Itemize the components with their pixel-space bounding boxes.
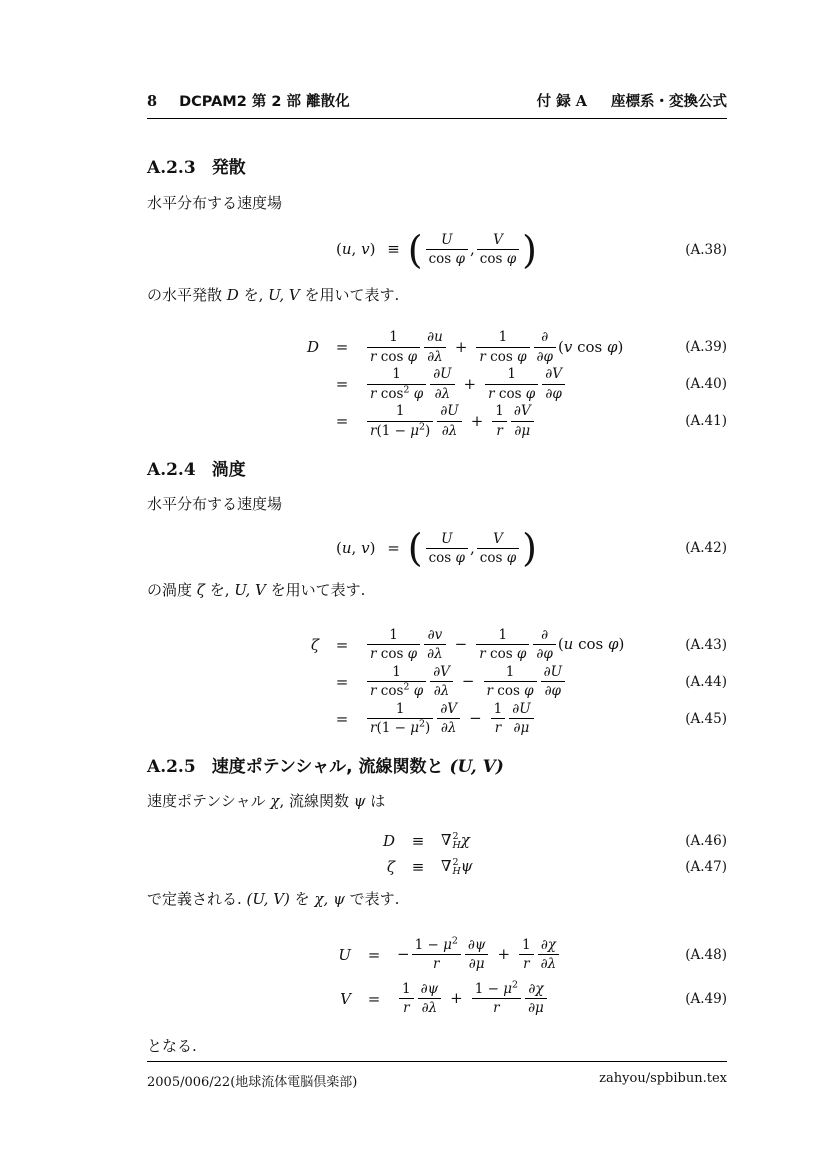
equation-number: (A.48) <box>685 946 727 963</box>
lhs: ζ <box>310 635 319 654</box>
text-part: で定義される. <box>147 889 247 908</box>
text-part: の渦度 <box>147 581 197 600</box>
math-part: χ, ψ <box>314 889 345 908</box>
rhs: $\frac{1}{r(1 - \mu^2)}$ $\frac{\partial U}{\partial\lambda}$ + $\frac{1}{r}$ $\frac{\partial V}{\partial\mu}$ <box>365 403 536 438</box>
equation-number: (A.38) <box>685 241 727 258</box>
text-part: 速度ポテンシャル <box>147 792 271 810</box>
section-title: 発散 <box>211 158 246 178</box>
relation: = <box>367 945 381 964</box>
text-part: を用いて表す. <box>265 581 366 600</box>
equation-body: ( u , v ) ≡ ( $\frac{U}{\text{cos φ}}$ , $\frac{V}{\text{cos φ}}$ ) <box>336 227 537 272</box>
intro-paragraph <box>147 193 727 215</box>
header-left-title: DCPAM2 第 2 部 離散化 <box>179 94 350 110</box>
relation: = <box>335 672 349 691</box>
relation: = <box>335 412 349 430</box>
equation-number: (A.41) <box>685 413 727 429</box>
relation: = <box>335 338 349 356</box>
rhs: $\frac{1}{r \cos^2 \varphi}$ $\frac{\partial V}{\partial\lambda}$ − $\frac{1}{\text{r cos φ}}$ $\frac{\partial U}{\partial\varphi}$ <box>365 664 567 699</box>
header-appendix-label: 付 録 A <box>536 93 587 110</box>
after-paragraph <box>147 285 727 307</box>
lhs: V <box>340 989 351 1008</box>
lhs: ζ <box>386 857 395 876</box>
equation-a38 <box>147 225 727 275</box>
relation: ≡ <box>411 831 425 850</box>
rhs: $\frac{1}{r}$ $\frac{\partial\psi}{\partial\lambda}$ + $\frac{1 - \mu^2}{r}$ $\frac{\partial\chi}{\partial\mu}$ <box>397 981 549 1016</box>
text-part: の水平発散 <box>147 285 227 304</box>
section-title-math: (U, V) <box>449 757 504 777</box>
running-header <box>147 90 727 119</box>
text-part: を, <box>204 581 235 600</box>
text-part: を <box>289 889 315 908</box>
intro-text: 水平分布する速度場 <box>147 194 283 212</box>
equation-a40 <box>147 366 727 403</box>
equation-a45 <box>147 700 727 737</box>
equation-a49 <box>147 977 727 1021</box>
intro-text: 水平分布する速度場 <box>147 494 283 513</box>
text-part: , 流線関数 <box>279 792 354 810</box>
footer-right: zahyou/spbibun.tex <box>599 1071 727 1086</box>
header-left <box>147 90 350 111</box>
rhs: $\frac{1}{\text{r cos φ}}$ $\frac{\partial u}{\partial\lambda}$ + $\frac{1}{\text{r cos φ}}$ $\frac{\partial}{\partial\varphi}$ ( v cos φ ) <box>365 329 623 364</box>
equation-a44 <box>147 663 727 700</box>
intro-paragraph <box>147 494 727 516</box>
equation-number: (A.43) <box>685 636 727 653</box>
math-part: D <box>226 285 239 304</box>
section-number: A.2.4 <box>147 459 196 480</box>
rhs: $\frac{1}{\text{r cos φ}}$ $\frac{\partial v}{\partial\lambda}$ − $\frac{1}{\text{r cos φ}}$ $\frac{\partial}{\partial\varphi}$ ( u cos φ ) <box>365 627 624 662</box>
equation-group-uv <box>147 933 727 1021</box>
math-part: ψ <box>353 792 366 810</box>
section-number: A.2.3 <box>147 158 196 178</box>
after-paragraph <box>147 889 727 911</box>
equation-a41 <box>147 403 727 440</box>
equation-number: (A.45) <box>685 710 727 727</box>
equation-a43 <box>147 626 727 663</box>
equation-group-divergence <box>147 329 727 440</box>
equation-number: (A.46) <box>685 832 727 849</box>
text-part: を, <box>238 285 269 304</box>
section-title: 速度ポテンシャル, 流線関数と <box>211 757 444 777</box>
equation-number: (A.44) <box>685 673 727 690</box>
rhs: − $\frac{1 - \mu^2}{r}$ $\frac{\partial\psi}{\partial\mu}$ + $\frac{1}{r}$ $\frac{\partial\chi}{\partial\lambda}$ <box>397 937 561 972</box>
section-heading-a23 <box>147 153 727 178</box>
relation: = <box>335 375 349 393</box>
equation-body: ( u , v ) = ( $\frac{U}{\text{cos φ}}$ , $\frac{V}{\text{cos φ}}$ ) <box>336 526 537 571</box>
equation-number: (A.47) <box>685 858 727 875</box>
text-column <box>147 90 727 1057</box>
after-paragraph <box>147 580 727 602</box>
outro-paragraph <box>147 1036 727 1058</box>
relation: ≡ <box>411 857 425 876</box>
rhs: $\frac{1}{r \cos^2 \varphi}$ $\frac{\partial U}{\partial\lambda}$ + $\frac{1}{\text{r cos φ}}$ $\frac{\partial V}{\partial\varphi}$ <box>365 366 567 401</box>
lhs: D <box>382 831 395 850</box>
equation-a48 <box>147 933 727 977</box>
relation: = <box>335 635 349 654</box>
equation-a39 <box>147 329 727 366</box>
equation-number: (A.39) <box>685 339 727 355</box>
header-right-title: 座標系・変換公式 <box>611 94 727 110</box>
relation: = <box>367 989 381 1008</box>
equation-a46 <box>147 828 727 854</box>
section-number: A.2.5 <box>147 757 196 777</box>
footer-left: 2005/006/22(地球流体電脳倶楽部) <box>147 1075 358 1090</box>
math-part: U, V <box>268 285 300 304</box>
relation: = <box>335 709 349 728</box>
math-part: (U, V) <box>246 889 290 908</box>
lhs: D <box>306 338 319 356</box>
rhs: ∇ 2 H ψ <box>441 856 473 877</box>
lhs: U <box>338 945 351 964</box>
equation-number: (A.40) <box>685 376 727 392</box>
header-right <box>537 90 727 111</box>
math-part: χ <box>270 792 280 810</box>
rhs: ∇ 2 H χ <box>441 830 470 851</box>
page-number: 8 <box>147 93 158 110</box>
text-part: で表す. <box>344 889 400 908</box>
math-part: U, V <box>234 581 266 600</box>
running-footer <box>147 1061 727 1090</box>
equation-group-definitions <box>147 828 727 880</box>
math-part: ζ <box>196 581 205 600</box>
equation-a42 <box>147 523 727 573</box>
equation-group-vorticity <box>147 626 727 737</box>
section-heading-a25 <box>147 752 727 777</box>
text-part: を用いて表す. <box>299 285 400 304</box>
intro-paragraph <box>147 791 727 813</box>
outro-text: となる. <box>147 1036 197 1055</box>
equation-number: (A.42) <box>685 540 727 557</box>
section-title: 渦度 <box>211 459 246 480</box>
text-part: は <box>365 792 386 810</box>
section-heading-a24 <box>147 455 727 480</box>
equation-number: (A.49) <box>685 990 727 1007</box>
equation-a47 <box>147 854 727 880</box>
rhs: $\frac{1}{r(1 - \mu^2)}$ $\frac{\partial V}{\partial\lambda}$ − $\frac{1}{r}$ $\frac{\partial U}{\partial\mu}$ <box>365 701 536 736</box>
